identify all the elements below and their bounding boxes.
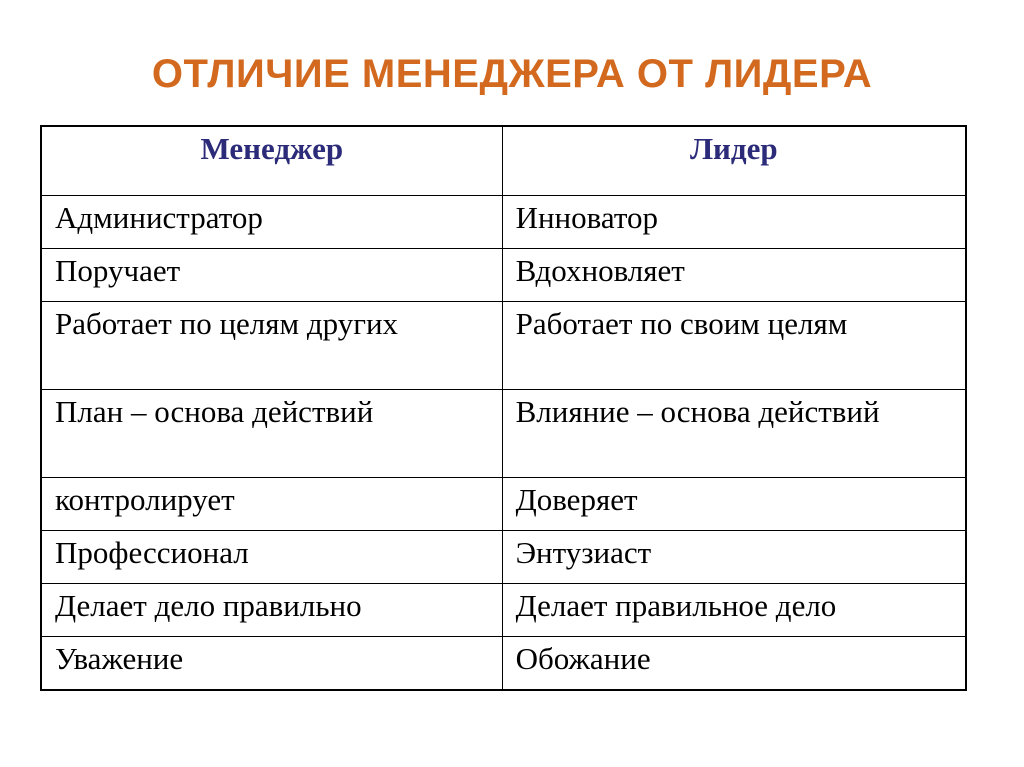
leader-cell: Влияние – основа действий [502,390,966,478]
table-row [41,196,966,249]
leader-cell: Энтузиаст [502,531,966,584]
manager-cell: Профессионал [41,531,502,584]
table-row [41,531,966,584]
table-row [41,249,966,302]
leader-cell: Делает правильное дело [502,584,966,637]
slide-title: ОТЛИЧИЕ МЕНЕДЖЕРА ОТ ЛИДЕРА [151,52,873,96]
leader-cell: Обожание [502,637,966,691]
manager-cell: Уважение [41,637,502,691]
leader-cell: Работает по своим целям [502,302,966,390]
table-row [41,478,966,531]
table-row [41,302,966,390]
table-header-row [41,126,966,196]
column-header-leader: Лидер [502,126,966,196]
table-row [41,390,966,478]
leader-cell: Вдохновляет [502,249,966,302]
manager-cell: Делает дело правильно [41,584,502,637]
comparison-table [40,125,967,691]
manager-cell: План – основа действий [41,390,502,478]
manager-cell: Поручает [41,249,502,302]
table-row [41,637,966,691]
column-header-manager: Менеджер [41,126,502,196]
leader-cell: Инноватор [502,196,966,249]
leader-cell: Доверяет [502,478,966,531]
manager-cell: контролирует [41,478,502,531]
table-row [41,584,966,637]
manager-cell: Администратор [41,196,502,249]
manager-cell: Работает по целям других [41,302,502,390]
